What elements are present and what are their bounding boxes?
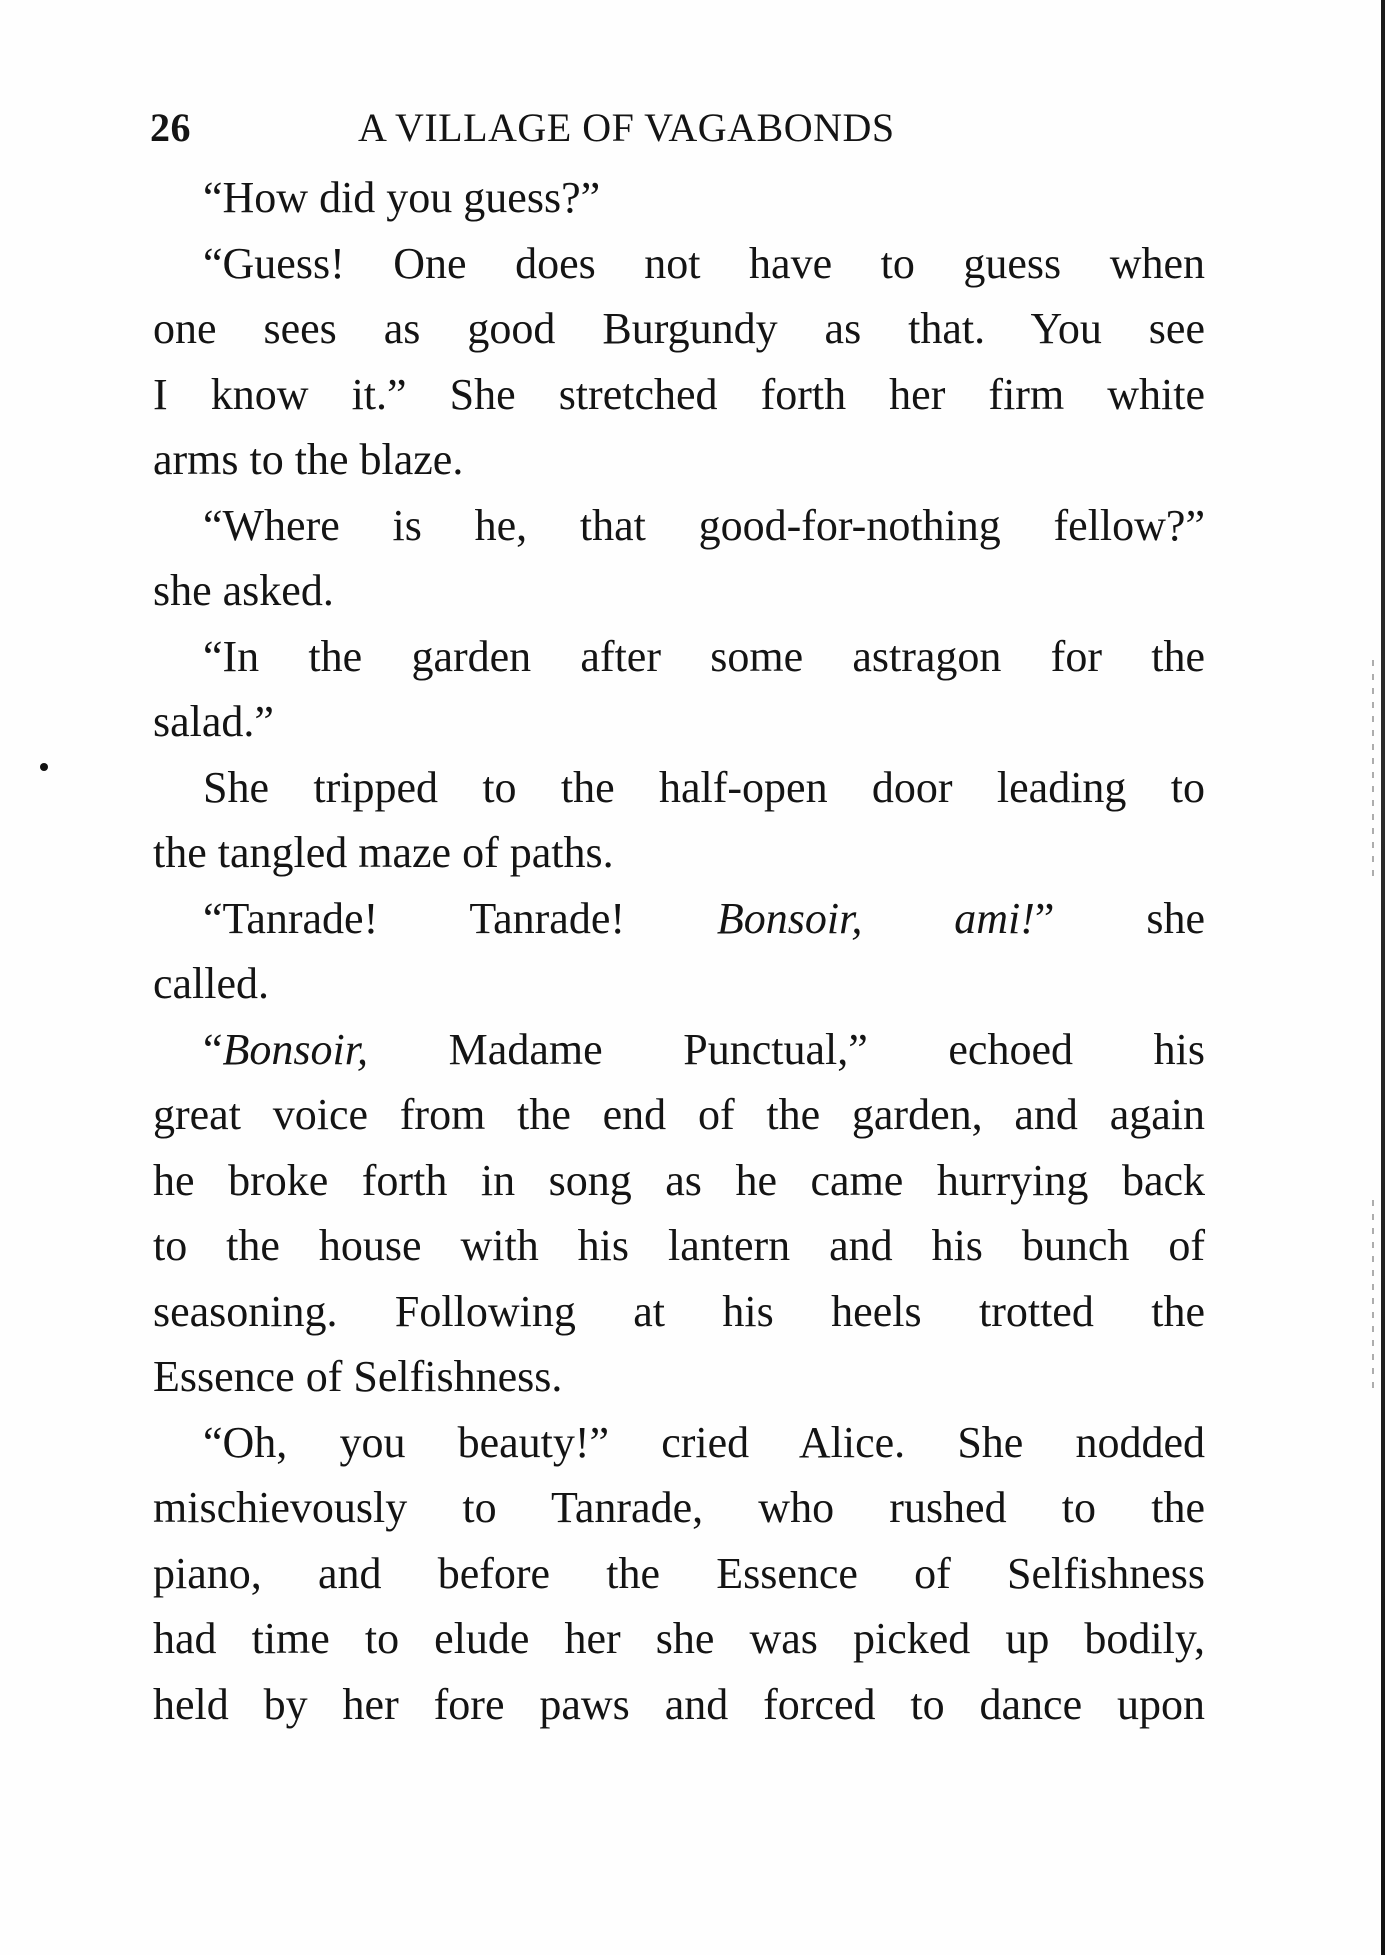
ink-speck: [40, 763, 48, 771]
body-text: [153, 165, 1205, 1737]
text-line: great voice from the end of the garden, and again: [153, 1090, 1205, 1139]
text-run: “Tanrade! Tanrade!: [203, 893, 717, 943]
text-line: She tripped to the half-open door leading to: [203, 762, 1205, 812]
italic-run: Bonsoir,: [222, 1024, 369, 1074]
text-line: “Guess! One does not have to guess when: [203, 238, 1205, 288]
text-line: she asked.: [153, 566, 334, 615]
page-edge: [1381, 0, 1385, 1955]
running-head: [150, 104, 1200, 156]
text-line: “Where is he, that good-for-nothing fellow?”: [203, 500, 1205, 550]
text-line: “Oh, you beauty!” cried Alice. She nodded: [203, 1417, 1205, 1467]
text-line: to the house with his lantern and his bunch of: [153, 1221, 1205, 1270]
text-line: piano, and before the Essence of Selfishness: [153, 1548, 1205, 1598]
text-line: mischievously to Tanrade, who rushed to the: [153, 1483, 1205, 1532]
text-line: seasoning. Following at his heels trotted the: [153, 1286, 1205, 1336]
text-line: salad.”: [153, 697, 274, 746]
text-run: ” she: [1034, 893, 1205, 943]
gutter-shadow: [1372, 660, 1374, 880]
running-head-title: A VILLAGE OF VAGABONDS: [358, 105, 895, 150]
text-run: Madame Punctual,” echoed his: [368, 1024, 1205, 1074]
text-line: Essence of Selfishness.: [153, 1352, 563, 1401]
text-line: “How did you guess?”: [203, 173, 601, 222]
text-line: arms to the blaze.: [153, 435, 464, 484]
text-line: “In the garden after some astragon for the: [203, 631, 1205, 681]
text-line-mixed: [153, 886, 1205, 952]
text-line: the tangled maze of paths.: [153, 828, 614, 877]
text-line: he broke forth in song as he came hurrying back: [153, 1155, 1205, 1205]
text-line: I know it.” She stretched forth her firm white: [153, 369, 1205, 419]
text-line: held by her fore paws and forced to dance upon: [153, 1679, 1205, 1729]
text-line-mixed: [153, 1017, 1205, 1083]
text-line: called.: [153, 959, 270, 1008]
gutter-shadow: [1372, 1200, 1374, 1390]
text-line: one sees as good Burgundy as that. You see: [153, 304, 1205, 353]
italic-run: Bonsoir, ami!: [716, 893, 1035, 943]
text-run: “: [203, 1024, 223, 1074]
page-number: 26: [150, 105, 191, 150]
text-line: had time to elude her she was picked up bodily,: [153, 1614, 1205, 1663]
